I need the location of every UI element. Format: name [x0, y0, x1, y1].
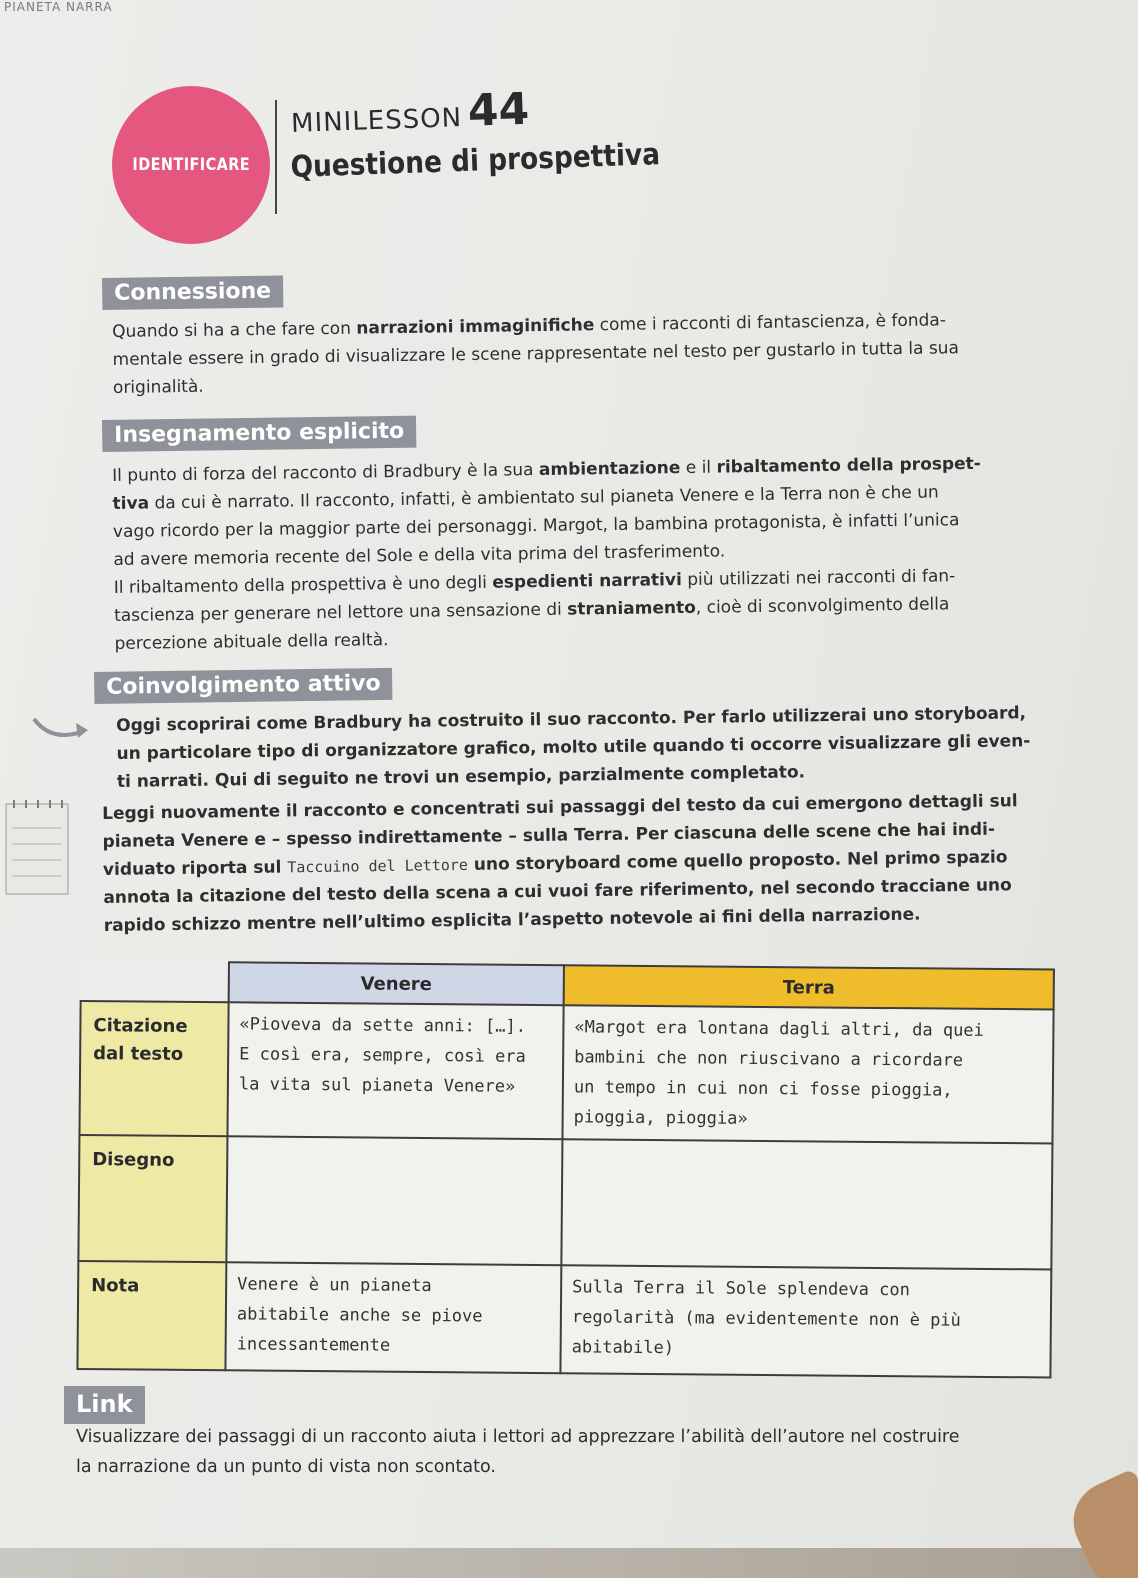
running-head: PIANETA NARRA	[4, 0, 113, 14]
badge-label: IDENTIFICARE	[132, 155, 250, 175]
coinvolgimento-instructions: Leggi nuovamente il racconto e concentrati sui passaggi del testo da cui emergono dettagli sul pianeta Venere e – spesso indirettamente – sulla Terra. Per ciascuna delle scene che hai indi- viduato riporta sul Taccuino del Lettore uno storyboard come quello proposto. Nel primo spazio annota la citazione del testo della scena a cui vuoi fare riferimento, nel secondo tracciane uno rapido schizzo mentre nell’ultimo esplicita l’aspetto notevole ai fini della narrazione.	[102, 791, 1018, 936]
row-citazione	[79, 1001, 1053, 1143]
link-paragraph: Visualizzare dei passaggi di un racconto aiuta i lettori ad apprezzare l’abilità dell’autore nel costruire la narrazione da un punto di vista non scontato.	[76, 1427, 960, 1477]
connessione-paragraph: Quando si ha a che fare con narrazioni immaginifiche come i racconti di fantascienza, è fonda- mentale essere in grado di visualizzare le scene rappresentate nel testo per gustarlo in tutta la sua originalità.	[112, 310, 960, 398]
header-venere: Venere	[229, 962, 564, 1005]
cell-venere-nota: Venere è un pianeta abitabile anche se piove incessantemente	[225, 1262, 561, 1373]
row-disegno	[78, 1135, 1052, 1269]
lesson-title: Questione di prospettiva	[290, 137, 661, 185]
storyboard-table	[76, 960, 1055, 1378]
taccuino-handwritten: Taccuino del Lettore	[287, 855, 469, 877]
section-label-link: Link	[64, 1386, 145, 1424]
cell-terra-disegno	[561, 1139, 1052, 1269]
cell-terra-citazione: «Margot era lontana dagli altri, da quei bambini che non riuscivano a ricordare un tempo in cui non ci fosse pioggia, pioggia, pioggia»	[562, 1005, 1053, 1143]
notebook-icon	[2, 798, 72, 898]
section-label-connessione: Connessione	[102, 275, 283, 310]
identificare-badge	[112, 86, 270, 244]
section-label-coinvolgimento: Coinvolgimento attivo	[94, 668, 393, 704]
coinvolgimento-intro: Oggi scoprirai come Bradbury ha costruito il suo racconto. Per farlo utilizzerai uno storyboard, un particolare tipo di organizzatore grafico, molto utile quando ti occorre visualizzare gli even- ti narrati. Qui di seguito ne trovi un esempio, parzialmente completato.	[116, 703, 1031, 792]
row-label-nota: Nota	[77, 1261, 226, 1370]
curved-arrow-icon	[32, 715, 92, 745]
minilesson-number: 44	[466, 83, 530, 137]
background-surface	[0, 1548, 1138, 1578]
row-label-citazione: Citazione dal testo	[79, 1001, 228, 1136]
table-corner	[81, 961, 229, 1002]
insegnamento-paragraph: Il punto di forza del racconto di Bradbury è la sua ambientazione e il ribaltamento della prospet- tiva da cui è narrato. Il racconto, infatti, è ambientato sul pianeta Venere e la Terra non è che un vago ricordo per la maggior parte dei personaggi. Margot, la bambina protagonista, è infatti l’unica ad avere memoria recente del Sole e della vita prima del trasferimento. Il ribaltamento della prospettiva è uno degli espedienti narrativi più utilizzati nei racconti di fan- tascienza per generare nel lettore una sensazione di straniamento, cioè di sconvolgimento della percezione abituale della realtà.	[112, 453, 981, 654]
cell-venere-disegno	[226, 1136, 562, 1265]
cell-venere-citazione: «Pioveva da sette anni: […]. E così era, sempre, così era la vita sul pianeta Venere»	[227, 1002, 563, 1139]
header-terra: Terra	[564, 965, 1054, 1009]
row-nota	[77, 1261, 1051, 1377]
section-label-insegnamento: Insegnamento esplicito	[102, 416, 416, 452]
minilesson-heading	[290, 84, 530, 143]
minilesson-label: MINILESSON	[290, 103, 463, 139]
title-divider	[275, 100, 277, 214]
cell-terra-nota: Sulla Terra il Sole splendeva con regolarità (ma evidentemente non è più abitabile)	[560, 1265, 1051, 1377]
row-label-disegno: Disegno	[78, 1135, 227, 1262]
